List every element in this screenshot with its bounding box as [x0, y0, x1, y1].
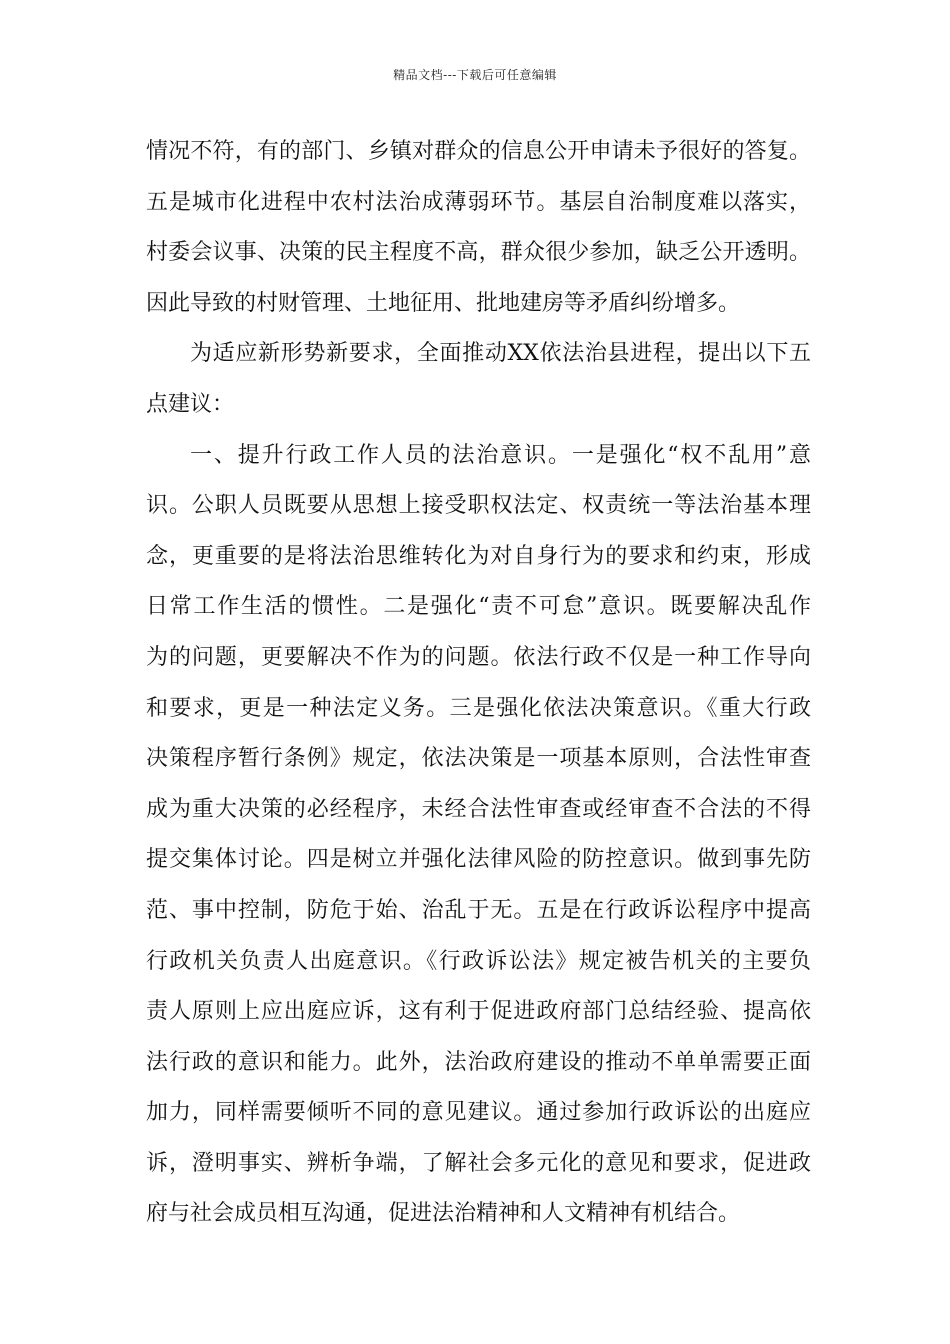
text-line: 行政机关负责人出庭意识。《行政诉讼法》规定被告机关的主要负: [146, 948, 811, 974]
text-line: 点建议：: [146, 391, 235, 417]
text-line: 为适应新形势新要求，全面推动XX依法治县进程，提出以下五: [190, 341, 811, 367]
text-line: 成为重大决策的必经程序，未经合法性审查或经审查不合法的不得: [146, 796, 811, 822]
text-line: 和要求，更是一种法定义务。三是强化依法决策意识。《重大行政: [146, 695, 811, 721]
text-line: 诉，澄明事实、辨析争端，了解社会多元化的意见和要求，促进政: [146, 1150, 811, 1176]
text-line: 加力，同样需要倾听不同的意见建议。通过参加行政诉讼的出庭应: [146, 1100, 811, 1126]
text-line: 提交集体讨论。四是树立并强化法律风险的防控意识。做到事先防: [146, 847, 811, 873]
text-line: 府与社会成员相互沟通，促进法治精神和人文精神有机结合。: [146, 1201, 741, 1227]
text-line: 念，更重要的是将法治思维转化为对自身行为的要求和约束，形成: [146, 543, 811, 569]
page-header: 精品文档---下载后可任意编辑: [393, 68, 557, 82]
text-line: 为的问题，更要解决不作为的问题。依法行政不仅是一种工作导向: [146, 644, 811, 670]
text-line: 决策程序暂行条例》规定，依法决策是一项基本原则，合法性审查: [146, 746, 811, 772]
text-line: 村委会议事、决策的民主程度不高，群众很少参加，缺乏公开透明。: [146, 240, 811, 266]
text-line: 五是城市化进程中农村法治成薄弱环节。基层自治制度难以落实，: [146, 189, 811, 215]
text-line: 识。公职人员既要从思想上接受职权法定、权责统一等法治基本理: [146, 493, 811, 519]
text-line: 情况不符，有的部门、乡镇对群众的信息公开申请未予很好的答复。: [146, 139, 811, 164]
text-line: 责人原则上应出庭应诉，这有利于促进政府部门总结经验、提高依: [146, 999, 811, 1025]
text-line: 范、事中控制，防危于始、治乱于无。五是在行政诉讼程序中提高: [146, 897, 811, 923]
text-line: 因此导致的村财管理、土地征用、批地建房等矛盾纠纷增多。: [146, 290, 741, 316]
document-body: [146, 132, 811, 1245]
text-line: 法行政的意识和能力。此外，法治政府建设的推动不单单需要正面: [146, 1049, 811, 1075]
text-line: 日常工作生活的惯性。二是强化“责不可怠”意识。既要解决乱作: [146, 594, 811, 620]
text-line: 一、提升行政工作人员的法治意识。一是强化“权不乱用”意: [190, 442, 811, 468]
